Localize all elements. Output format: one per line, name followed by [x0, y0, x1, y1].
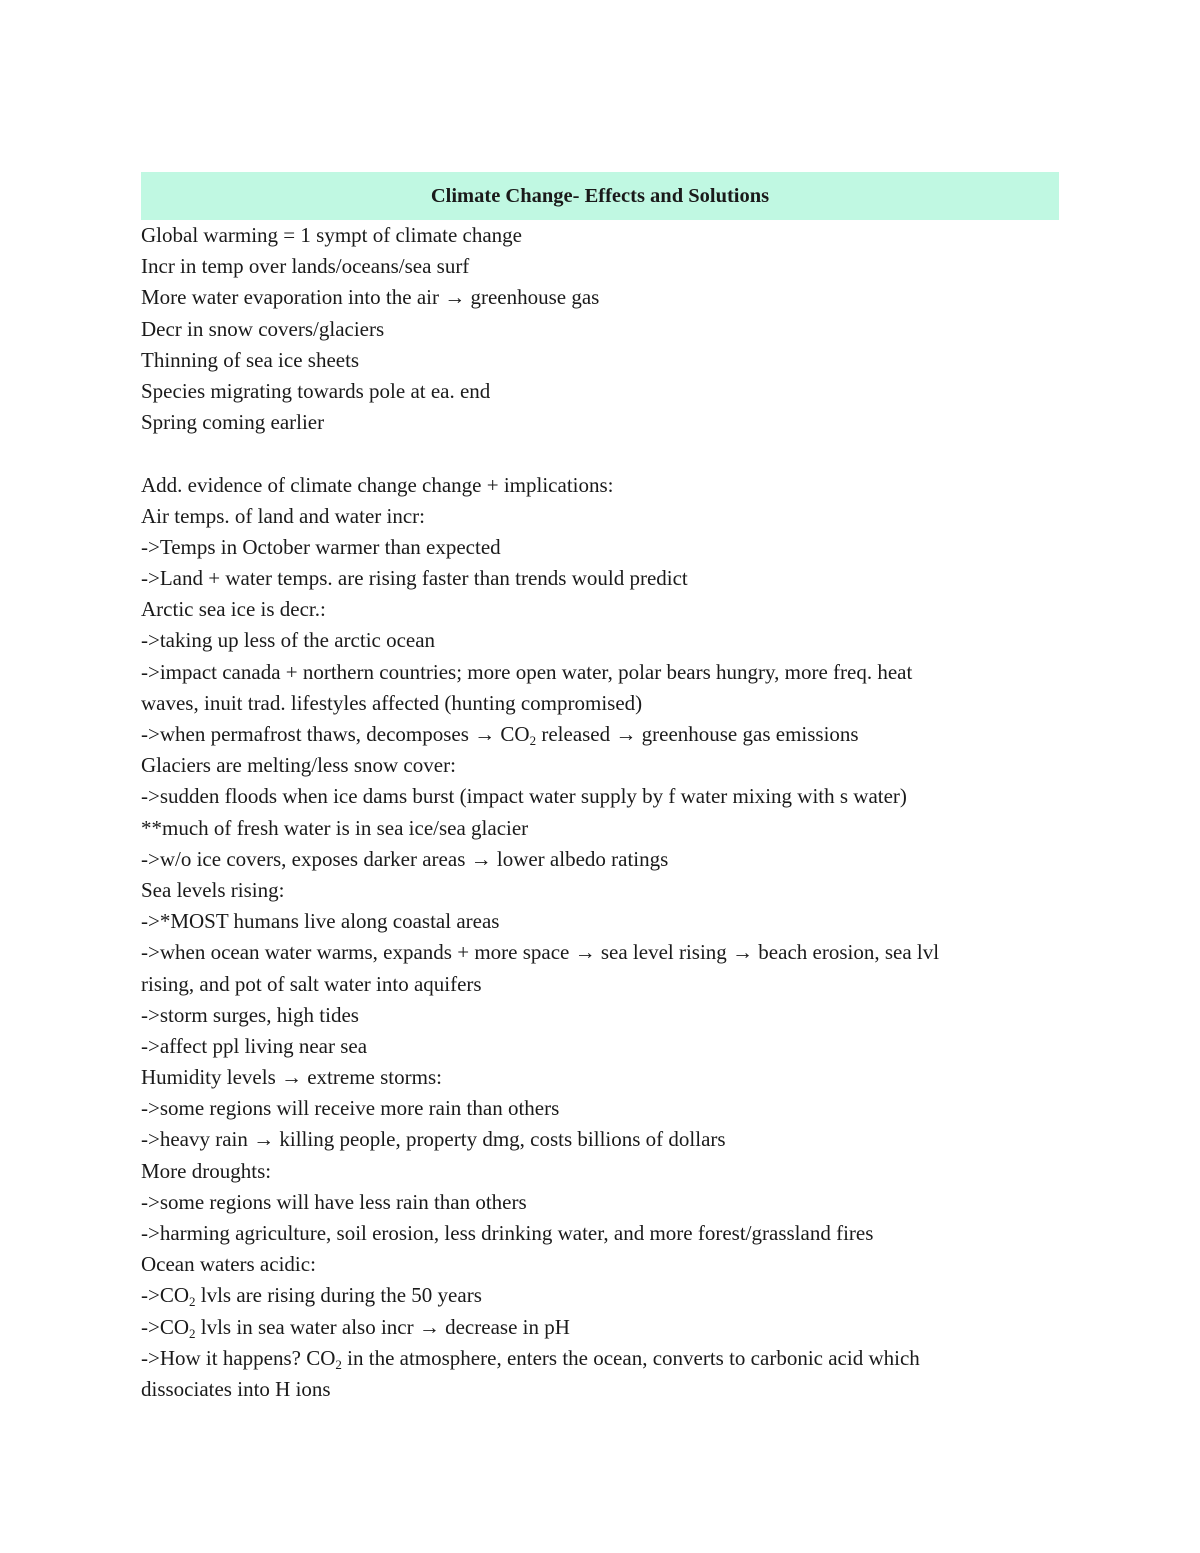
text-line: dissociates into H ions [141, 1376, 331, 1401]
text-line: **much of fresh water is in sea ice/sea glacier [141, 815, 529, 840]
document-body [141, 220, 1059, 1405]
text-line: ->w/o ice covers, exposes darker areas → lower albedo ratings [141, 846, 669, 871]
text-line: ->some regions will have less rain than others [141, 1189, 527, 1214]
text-line: $->CO_2$ lvls in sea water also incr → decrease in pH [141, 1314, 570, 1341]
text-line: ->How it happens? $CO_2$ in the atmosphere, enters the ocean, converts to carbonic acid which [141, 1345, 920, 1372]
text-line: ->when ocean water warms, expands + more space → sea level rising → beach erosion, sea lvl [141, 940, 940, 965]
text-line: ->storm surges, high tides [141, 1002, 359, 1027]
text-line: Humidity levels → extreme storms: [141, 1065, 442, 1090]
text-line: Species migrating towards pole at ea. end [141, 378, 491, 403]
text-line: ->when permafrost thaws, decomposes → $CO_2$ released → greenhouse gas emissions [141, 722, 859, 748]
text-line: waves, inuit trad. lifestyles affected (hunting compromised) [141, 690, 643, 715]
text-line: ->Temps in October warmer than expected [141, 534, 501, 559]
text-line: Thinning of sea ice sheets [141, 347, 360, 372]
text-line: Add. evidence of climate change change + implications: [141, 472, 614, 497]
text-line: ->impact canada + northern countries; more open water, polar bears hungry, more freq. heat [141, 659, 913, 684]
text-line: Glaciers are melting/less snow cover: [141, 753, 456, 778]
document-title: Climate Change- Effects and Solutions [430, 184, 770, 207]
text-line: Air temps. of land and water incr: [141, 503, 425, 528]
text-line: Incr in temp over lands/oceans/sea surf [141, 254, 470, 279]
text-line: ->sudden floods when ice dams burst (impact water supply by f water mixing with s water) [141, 784, 907, 809]
text-line: ->*MOST humans live along coastal areas [141, 909, 500, 934]
text-line: ->harming agriculture, soil erosion, less drinking water, and more forest/grassland fires [141, 1221, 874, 1245]
blank-line [141, 438, 1059, 469]
text-line: Sea levels rising: [141, 877, 285, 902]
text-line: ->some regions will receive more rain than others [141, 1096, 560, 1121]
text-line: Decr in snow covers/glaciers [141, 316, 385, 341]
text-line: Spring coming earlier [141, 410, 325, 435]
text-line: Global warming = 1 sympt of climate change [141, 223, 522, 247]
text-line: Ocean waters acidic: [141, 1252, 316, 1277]
text-line: Arctic sea ice is decr.: [141, 597, 326, 622]
text-line: ->affect ppl living near sea [141, 1033, 368, 1058]
text-line: rising, and pot of salt water into aquifers [141, 971, 482, 996]
document-title-bar [141, 172, 1059, 220]
text-line: $->CO_2$ lvls are rising during the 50 years [141, 1283, 482, 1310]
text-line: ->heavy rain → killing people, property dmg, costs billions of dollars [141, 1127, 726, 1152]
text-line: ->taking up less of the arctic ocean [141, 628, 436, 653]
text-line: More droughts: [141, 1158, 272, 1183]
text-line: ->Land + water temps. are rising faster than trends would predict [141, 566, 688, 591]
text-line: More water evaporation into the air → greenhouse gas [141, 285, 600, 310]
document-page [141, 172, 1059, 1405]
